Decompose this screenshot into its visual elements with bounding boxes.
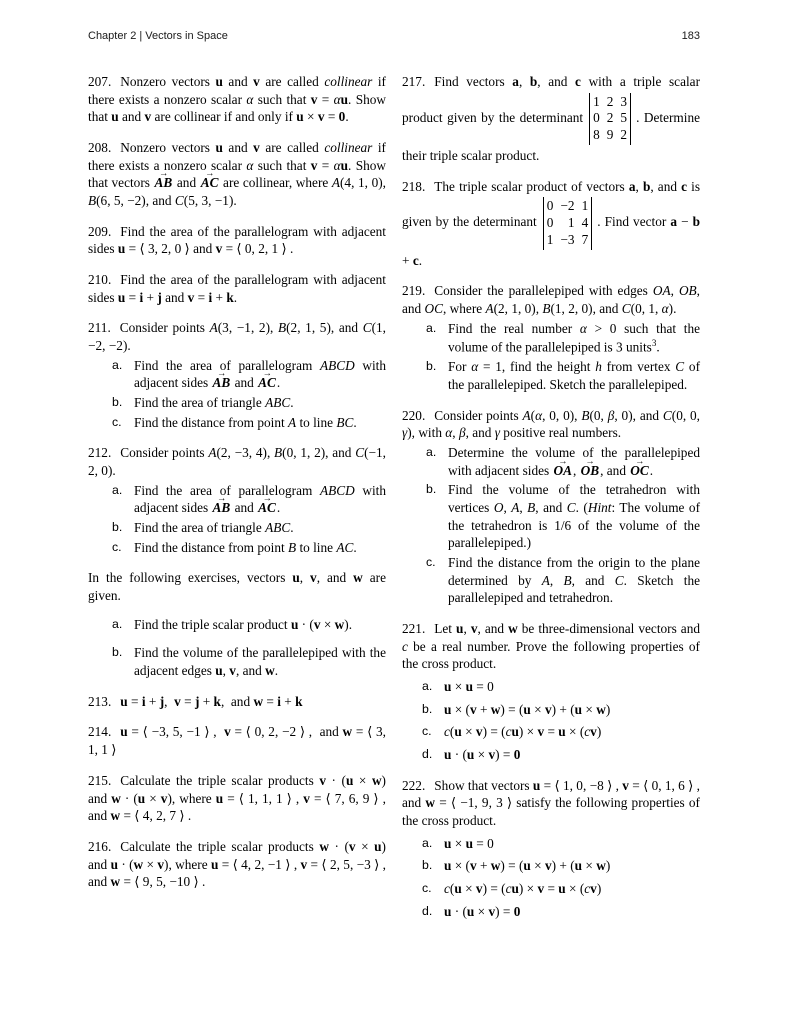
paragraph (88, 139, 386, 210)
list-item-c (402, 554, 700, 607)
exercise-222 (402, 777, 700, 921)
determinant-entry: −2 (560, 198, 575, 214)
text-run: Consider the parallelepiped with edges OA, OB, and OC, where A(2, 1, 0), B(1, 2, 0), and C(0, 1, α). (402, 283, 700, 316)
list-item-text: Find the area of parallelogram ABCD with adjacent sides AB → and AC →. (134, 482, 386, 517)
lettered-list (88, 357, 386, 432)
lettered-list (402, 835, 700, 921)
text-run: Nonzero vectors u and v are called collinear if there exists a nonzero scalar α such that v = αu. Show that vectors AB → and AC → are collinear, where A(4, 1, 0), B(6, 5, −2), and C(5, 3, −1). (88, 140, 386, 208)
exercise-213 (88, 693, 386, 711)
list-item-label: b. (112, 645, 123, 660)
determinant-entry: 2 (606, 93, 614, 109)
determinant-entry: 1 (567, 215, 575, 231)
list-item-label: a. (112, 616, 123, 631)
exercise-number: 207. (88, 74, 112, 89)
exercise-209 (88, 223, 386, 258)
paragraph (402, 178, 700, 270)
paragraph (88, 271, 386, 306)
list-item-text: Find the distance from point B to line AC. (134, 539, 357, 555)
list-item-text: u × u = 0 (444, 679, 494, 695)
lettered-list (402, 320, 700, 394)
determinant-entry: 0 (546, 215, 554, 231)
exercise-221 (402, 620, 700, 764)
paragraph (88, 319, 386, 354)
determinant-entry: −3 (560, 231, 575, 247)
exercise-208 (88, 139, 386, 210)
list-item-label: a. (112, 482, 123, 497)
exercise-number: 217. (402, 74, 426, 89)
text-run: u = ⟨ −3, 5, −1 ⟩ , v = ⟨ 0, 2, −2 ⟩ , and w = ⟨ 3, 1, 1 ⟩ (88, 724, 386, 758)
exercise-number: 222. (402, 777, 426, 793)
instruction-note (88, 569, 386, 679)
exercise-212 (88, 444, 386, 556)
list-item-c (402, 723, 700, 741)
list-item-text: Find the area of triangle ABC. (134, 395, 294, 411)
determinant-entry: 2 (606, 110, 614, 126)
list-item-text: c(u × v) = (cu) × v = u × (cv) (444, 724, 602, 740)
list-item-label: a. (422, 679, 433, 694)
list-item-b (88, 644, 386, 679)
list-item-text: c(u × v) = (cu) × v = u × (cv) (444, 881, 602, 897)
list-item-d (402, 746, 700, 764)
exercise-number: 214. (88, 724, 112, 740)
paragraph (402, 407, 700, 442)
paragraph (88, 569, 386, 604)
text-run: Find vectors a, b, and c with a triple scalar product given by the determinant (402, 74, 701, 125)
paragraph (88, 73, 386, 126)
list-item-label: a. (112, 357, 123, 372)
exercise-214 (88, 723, 386, 758)
column-left (88, 73, 386, 933)
exercise-number: 209. (88, 223, 112, 239)
determinant (589, 93, 631, 145)
list-item-text: u · (u × v) = 0 (444, 903, 521, 919)
running-head: Chapter 2 | Vectors in Space (88, 30, 228, 42)
determinant-entry: 7 (581, 231, 589, 247)
text-run: . Determine their triple scalar product. (402, 109, 700, 163)
determinant-entry: 4 (581, 215, 589, 231)
list-item-label: c. (422, 724, 432, 739)
text-run: Show that vectors u = ⟨ 1, 0, −8 ⟩ , v = ⟨ 0, 1, 6 ⟩ , and w = ⟨ −1, 9, 3 ⟩ satisfy the following properties of the cross product. (402, 777, 701, 829)
list-item-text: Find the distance from the origin to the plane determined by A, B, and C. Sketch the parallelepiped and tetrahedron. (448, 555, 700, 606)
exercise-number: 215. (88, 772, 112, 788)
list-item-a (88, 357, 386, 392)
list-item-a (88, 616, 386, 634)
text-run: Let u, v, and w be three-dimensional vectors and c be a real number. Prove the following properties of the cross product. (402, 621, 701, 672)
exercise-216 (88, 838, 386, 891)
determinant-entry: 8 (593, 127, 600, 143)
exercise-number: 210. (88, 272, 112, 288)
paragraph (88, 838, 386, 891)
exercise-number: 220. (402, 407, 426, 423)
determinant-entry: 5 (620, 110, 628, 126)
list-item-text: Find the distance from point A to line BC. (134, 414, 357, 430)
text-run: . Find vector a − b + c. (402, 214, 701, 268)
list-item-a (88, 482, 386, 517)
list-item-label: b. (112, 395, 123, 410)
list-item-label: c. (426, 555, 436, 570)
exercise-number: 219. (402, 283, 426, 299)
list-item-label: b. (426, 359, 437, 374)
text-run: Consider points A(3, −1, 2), B(2, 1, 5), and C(1, −2, −2). (88, 320, 387, 354)
list-item-a (402, 320, 700, 357)
list-item-text: u · (u × v) = 0 (444, 747, 521, 763)
list-item-label: c. (422, 881, 432, 896)
list-item-d (402, 903, 700, 921)
list-item-label: b. (422, 858, 433, 873)
paragraph (402, 282, 700, 317)
paragraph (88, 693, 386, 711)
determinant (543, 197, 592, 249)
list-item-a (402, 835, 700, 853)
determinant-entry: 1 (581, 198, 589, 214)
list-item-b (402, 481, 700, 552)
exercise-217 (402, 73, 700, 165)
lettered-list (402, 678, 700, 764)
list-item-text: Find the area of triangle ABC. (134, 520, 294, 536)
list-item-text: For α = 1, find the height h from vertex C of the parallelepiped. Sketch the parallelepiped. (448, 359, 701, 392)
list-item-b (402, 857, 700, 875)
list-item-label: a. (426, 320, 437, 335)
exercise-215 (88, 772, 386, 825)
determinant-entry: 0 (593, 110, 600, 126)
text-run: Find the area of the parallelogram with adjacent sides u = ⟨ 3, 2, 0 ⟩ and v = ⟨ 0, 2, 1 ⟩ . (88, 223, 386, 257)
list-item-a (402, 444, 700, 479)
paragraph (402, 73, 700, 165)
exercise-218 (402, 178, 700, 270)
exercise-number: 216. (88, 838, 112, 854)
exercise-207 (88, 73, 386, 126)
column-right (402, 73, 700, 933)
paragraph (88, 444, 386, 479)
lettered-list (88, 616, 386, 680)
paragraph (402, 777, 700, 830)
list-item-label: b. (112, 520, 123, 535)
list-item-text: Find the real number α > 0 such that the volume of the parallelepiped is 3 units$^3$. (448, 320, 700, 355)
exercise-210 (88, 271, 386, 306)
list-item-text: Find the volume of the parallelepiped with the adjacent edges u, v, and w. (134, 645, 386, 679)
text-run: Nonzero vectors u and v are called collinear if there exists a nonzero scalar α such that v = αu. Show that u and v are collinear if and only if u × v = 0. (88, 74, 386, 125)
exercise-content (88, 73, 700, 933)
list-item-b (88, 394, 386, 412)
lettered-list (88, 482, 386, 557)
lettered-list (402, 444, 700, 607)
list-item-b (402, 358, 700, 393)
determinant-entry: 0 (546, 198, 554, 214)
exercise-number: 212. (88, 445, 112, 461)
page-number: 183 (681, 30, 700, 42)
determinant-entry: 2 (620, 127, 628, 143)
list-item-label: b. (422, 701, 433, 716)
list-item-label: d. (422, 903, 433, 918)
list-item-b (402, 701, 700, 719)
text-run: Calculate the triple scalar products v · (u × w) and w · (u × v), where u = ⟨ 1, 1, 1 ⟩ , v = ⟨ 7, 6, 9 ⟩ , and w = ⟨ 4, 2, 7 ⟩ . (88, 772, 386, 824)
list-item-text: Find the area of parallelogram ABCD with adjacent sides AB → and AC →. (134, 357, 386, 392)
exercise-number: 218. (402, 178, 426, 194)
paragraph (88, 723, 386, 758)
exercise-211 (88, 319, 386, 431)
determinant-entry: 1 (546, 231, 554, 247)
list-item-c (402, 880, 700, 898)
list-item-text: u × (v + w) = (u × v) + (u × w) (444, 858, 611, 874)
list-item-label: a. (422, 835, 433, 850)
exercise-number: 211. (88, 320, 111, 336)
list-item-c (88, 414, 386, 432)
paragraph (402, 620, 700, 673)
list-item-text: u × u = 0 (444, 835, 494, 851)
list-item-text: Find the volume of the tetrahedron with vertices O, A, B, and C. (Hint: The volume of the tetrahedron is 1/6 of the volume of the parallelepiped.) (448, 482, 701, 551)
text-run: Find the area of the parallelogram with adjacent sides u = i + j and v = i + k. (88, 272, 386, 305)
determinant-entry: 3 (620, 93, 628, 109)
list-item-b (88, 519, 386, 537)
text-run: Consider points A(2, −3, 4), B(0, 1, 2), and C(−1, 2, 0). (88, 445, 386, 479)
paragraph (88, 223, 386, 258)
exercise-number: 213. (88, 693, 112, 709)
determinant-entry: 9 (606, 127, 614, 143)
list-item-c (88, 539, 386, 557)
text-run: u = i + j, v = j + k, and w = i + k (120, 693, 303, 709)
list-item-text: u × (v + w) = (u × v) + (u × w) (444, 701, 611, 717)
list-item-label: b. (426, 482, 437, 497)
text-run: The triple scalar product of vectors a, b, and c is given by the determinant (402, 178, 701, 230)
exercise-220 (402, 407, 700, 607)
list-item-text: Determine the volume of the parallelepiped with adjacent sides OA →, OB →, and OC →. (448, 444, 700, 479)
list-item-label: c. (112, 539, 122, 554)
list-item-a (402, 678, 700, 696)
exercise-number: 221. (402, 621, 426, 637)
list-item-label: d. (422, 747, 433, 762)
page-header (88, 30, 700, 42)
text-run: Consider points A(α, 0, 0), B(0, β, 0), and C(0, 0, γ), with α, β, and γ positive real numbers. (402, 407, 700, 441)
text-run: Calculate the triple scalar products w · (v × u) and u · (w × v), where u = ⟨ 4, 2, −1 ⟩ , v = ⟨ 2, 5, −3 ⟩ , and w = ⟨ 9, 5, −10 ⟩ . (88, 838, 386, 890)
paragraph (88, 772, 386, 825)
list-item-label: c. (112, 414, 122, 429)
exercise-219 (402, 282, 700, 393)
list-item-label: a. (426, 444, 437, 459)
text-run: In the following exercises, vectors u, v, and w are given. (88, 570, 386, 604)
list-item-text: Find the triple scalar product u · (v × w). (134, 616, 353, 632)
determinant-entry: 1 (593, 93, 600, 109)
exercise-number: 208. (88, 140, 112, 156)
